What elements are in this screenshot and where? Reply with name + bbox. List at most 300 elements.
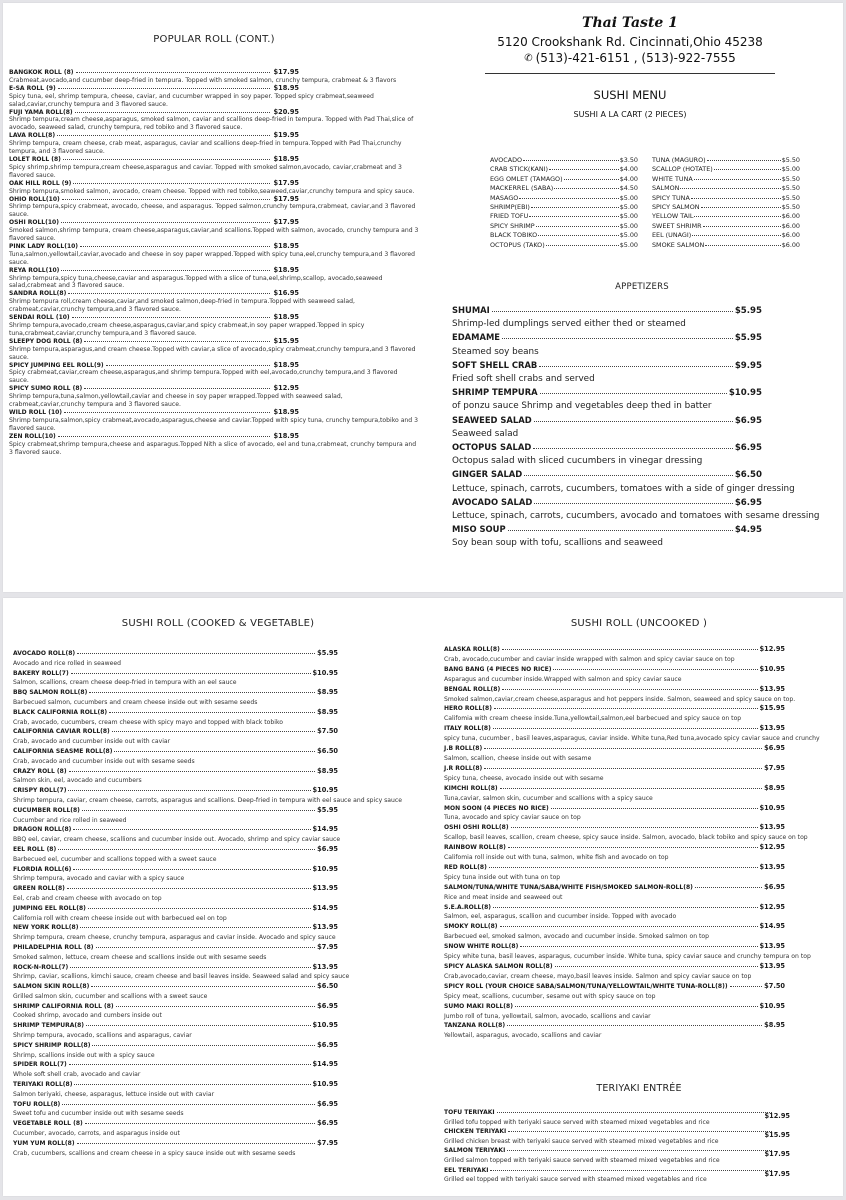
menu-item bbox=[13, 806, 423, 826]
dot-leader bbox=[106, 361, 270, 366]
item-name: MASAGO bbox=[490, 193, 519, 202]
menu-item bbox=[444, 843, 834, 863]
alacart-item bbox=[652, 212, 800, 221]
item-name: TERIYAKI ROLL(8) bbox=[13, 1081, 73, 1089]
item-description: Spicy tuna, cheese, avocado inside out with sesame bbox=[444, 774, 604, 782]
item-price: $12.95 bbox=[759, 843, 785, 852]
menu-item-header bbox=[9, 85, 299, 93]
dot-leader bbox=[524, 471, 733, 476]
item-description: Spicy tuna, eel, shrimp tempura, cheese, caviar, and cucumber wrapped in soy paper. Topped spicy crabmeat,seaweed salad,caviar,crunchy tempura and 3 flavored sauce. bbox=[9, 92, 374, 108]
alacart-item bbox=[490, 231, 638, 240]
menu-item bbox=[9, 409, 419, 433]
cooked-roll-section bbox=[13, 618, 423, 1158]
menu-item-header bbox=[444, 1021, 785, 1031]
item-name: SHRIMP CALIFORNIA ROLL (8) bbox=[13, 1002, 114, 1010]
item-name: MISO SOUP bbox=[452, 524, 506, 535]
item-price: $13.95 bbox=[759, 684, 785, 693]
item-price: $6.95 bbox=[764, 744, 785, 753]
item-price: $12.95 bbox=[273, 384, 299, 393]
item-price: $7.95 bbox=[317, 942, 338, 951]
item-name: FLORDIA ROLL(6) bbox=[13, 865, 72, 873]
teriyaki-list bbox=[444, 1108, 834, 1185]
dot-leader bbox=[112, 727, 315, 732]
menu-item-header bbox=[444, 863, 785, 873]
dot-leader bbox=[701, 203, 781, 208]
menu-item bbox=[13, 649, 423, 669]
item-name: TANZANA ROLL(8) bbox=[444, 1022, 506, 1030]
item-name: REYA ROLL(10) bbox=[9, 266, 60, 274]
menu-item bbox=[13, 786, 423, 806]
menu-item-header bbox=[444, 823, 785, 833]
item-description: Octopus salad with sliced cucumbers in vinegar dressing bbox=[452, 456, 703, 467]
menu-item bbox=[444, 942, 834, 962]
alacart-item bbox=[652, 203, 800, 212]
menu-item-header bbox=[13, 747, 338, 757]
item-description: Smoked salmon, lettuce, cream cheese and scallions inside out with sesame seeds bbox=[13, 953, 267, 961]
appetizers-list bbox=[452, 304, 832, 551]
alacart-item bbox=[652, 165, 800, 174]
menu-item-header bbox=[13, 865, 338, 875]
menu-item-header bbox=[13, 845, 338, 855]
item-description: Barbecued eel, cucumber and scallions topped with a sweet sauce bbox=[13, 855, 217, 863]
item-description: BBQ eel, caviar, cream cheese, scallions and cucumber inside out. Avocado, shrimp and spicy caviar sauce bbox=[13, 836, 341, 844]
menu-item bbox=[13, 669, 423, 689]
item-description: Crab, cucumbers, scallions and cream cheese in a spicy sauce inside out with sesame seeds bbox=[13, 1149, 296, 1157]
item-name: LAVA ROLL(8) bbox=[9, 132, 56, 140]
item-price: $15.95 bbox=[764, 1131, 790, 1140]
dot-leader bbox=[77, 1139, 316, 1144]
item-price: $8.95 bbox=[317, 688, 338, 697]
menu-item-header bbox=[9, 433, 299, 441]
popular-roll-list bbox=[9, 69, 419, 456]
menu-item bbox=[444, 685, 834, 705]
menu-item bbox=[444, 863, 834, 883]
item-name: AVOCADO ROLL(8) bbox=[13, 650, 76, 657]
alacart-right-column bbox=[652, 156, 800, 250]
menu-item bbox=[13, 1100, 423, 1120]
menu-item bbox=[444, 823, 834, 843]
section-title: APPETIZERS bbox=[615, 282, 669, 292]
item-name: PINK LADY ROLL(10) bbox=[9, 242, 79, 250]
menu-item bbox=[452, 386, 832, 413]
dot-leader bbox=[564, 175, 619, 180]
item-price: $6.50 bbox=[317, 982, 338, 991]
popular-roll-section bbox=[9, 34, 419, 456]
item-price: $7.95 bbox=[317, 1138, 338, 1147]
menu-item-header bbox=[452, 386, 762, 400]
item-price: $10.95 bbox=[312, 864, 338, 873]
menu-title: SUSHI MENU bbox=[593, 88, 667, 102]
item-description: spicy tuna, cucumber , basil leaves,asparagus, caviar inside. White tuna,Red tuna,avocado spicy caviar sauce and crunchy bbox=[444, 735, 820, 743]
phone-icon: ✆ bbox=[524, 52, 533, 64]
dot-leader bbox=[67, 884, 311, 889]
dot-leader bbox=[92, 1041, 315, 1046]
item-name: SMOKY ROLL(8) bbox=[444, 923, 498, 931]
item-name: BBQ SALMON ROLL(8) bbox=[13, 689, 88, 697]
dot-leader bbox=[73, 179, 269, 184]
item-name: SPIDER ROLL(7) bbox=[13, 1061, 67, 1069]
dot-leader bbox=[546, 241, 619, 246]
menu-item-header bbox=[13, 923, 338, 933]
item-description: Lettuce, spinach, carrots, cucumbers, tomatoes with a side of ginger dressing bbox=[452, 483, 795, 494]
menu-item bbox=[13, 982, 423, 1002]
item-price: $4.95 bbox=[734, 525, 762, 536]
dot-leader bbox=[507, 1021, 762, 1026]
alacart-item bbox=[490, 156, 638, 165]
item-description: Shrimp, caviar, scallions, kimchi sauce, cream cheese and basil leaves inside. Seaweed salad and spicy sauce bbox=[13, 973, 350, 981]
menu-item-header bbox=[13, 708, 338, 718]
item-name: TUNA (MAGURO) bbox=[652, 156, 706, 164]
item-name: CHICKEN TERIYAKI bbox=[444, 1128, 507, 1136]
item-name: RED ROLL(8) bbox=[444, 863, 487, 871]
menu-item bbox=[9, 243, 419, 267]
dot-leader bbox=[76, 68, 270, 73]
menu-item bbox=[444, 1146, 834, 1165]
item-name: ITALY ROLL(8) bbox=[444, 725, 491, 733]
dot-leader bbox=[691, 194, 781, 199]
section-title: SUSHI ROLL (COOKED & VEGETABLE) bbox=[121, 618, 315, 629]
item-price: $5.50 bbox=[781, 193, 800, 202]
dot-leader bbox=[80, 242, 270, 247]
dot-leader bbox=[80, 923, 310, 928]
dot-leader bbox=[493, 724, 758, 729]
item-name: NEW YORK ROLL(8) bbox=[13, 924, 79, 932]
item-description: Spicy crabmeat,shrimp tempura,cheese and asparagus.Topped Nith a slice of avocado, eel and tuna,crabmeat, crunchy tempura and 3 flavored sauce. bbox=[9, 440, 417, 456]
item-description: Shrimp tempura,tuna,salmon,yellowtail,caviar and cheese in soy paper wrapped.Topped with seaweed salad, crabmeat,caviar,crunchy tempura and 3 flavored sauce. bbox=[9, 393, 343, 409]
dot-leader bbox=[533, 444, 733, 449]
item-price: $4.00 bbox=[619, 174, 638, 183]
restaurant-address: 5120 Crookshank Rd. Cincinnati,Ohio 45238 bbox=[497, 35, 763, 49]
item-name: CRAZY ROLL (8) bbox=[13, 767, 67, 775]
menu-item bbox=[13, 845, 423, 865]
dot-leader bbox=[502, 334, 733, 339]
menu-item-header bbox=[444, 922, 785, 932]
item-description: Avocado and rice rolled in seaweed bbox=[13, 659, 121, 667]
item-description: Crab, avocado and cucumber inside out with caviar bbox=[13, 738, 171, 746]
item-description: Shrimp tempura,cream cheese,asparagus, smoked salmon, caviar and scallions deep-fried in tempura. Topped with Pad Thai,slice of avocado, seaweed salad, crunchy tempura, red tobiko and 3 flavored sauce. bbox=[9, 116, 414, 132]
menu-item bbox=[13, 1002, 423, 1022]
dot-leader bbox=[502, 645, 758, 650]
item-name: OSHI OSHI ROLL(8) bbox=[444, 824, 509, 832]
menu-item-header bbox=[13, 1100, 338, 1110]
item-name: SWEET SHRIMR bbox=[652, 221, 702, 230]
item-price: $10.95 bbox=[759, 664, 785, 673]
item-price: $13.95 bbox=[759, 862, 785, 871]
menu-item bbox=[9, 196, 419, 220]
item-price: $17.95 bbox=[764, 1150, 790, 1159]
menu-item bbox=[452, 331, 832, 358]
menu-item-header bbox=[13, 806, 338, 816]
item-price: $5.50 bbox=[781, 203, 800, 212]
menu-item bbox=[444, 982, 834, 1002]
item-name: KIMCHI ROLL(8) bbox=[444, 784, 498, 792]
menu-item-header bbox=[444, 1108, 790, 1120]
menu-item-header bbox=[9, 362, 299, 370]
menu-item-header bbox=[13, 982, 338, 992]
menu-item-header bbox=[13, 1021, 338, 1031]
item-name: E-SA ROLL (9) bbox=[9, 84, 56, 92]
item-name: SHUMAI bbox=[452, 305, 490, 315]
item-name: GREEN ROLL(8) bbox=[13, 885, 65, 893]
item-name: AVOCADO bbox=[490, 156, 523, 164]
menu-item-header bbox=[9, 314, 299, 322]
dot-leader bbox=[91, 982, 315, 987]
item-price: $13.95 bbox=[759, 823, 785, 832]
dot-leader bbox=[58, 84, 270, 89]
item-name: SHRIMP TEMPURA bbox=[452, 387, 538, 398]
dot-leader bbox=[497, 1108, 772, 1113]
item-name: OCTOPUS SALAD bbox=[452, 442, 532, 453]
section-title: POPULAR ROLL (CONT.) bbox=[153, 34, 275, 45]
item-price: $13.95 bbox=[759, 962, 785, 970]
item-price: $17.95 bbox=[273, 178, 299, 187]
dot-leader bbox=[520, 942, 757, 947]
item-description: Salmon, scallion, cheese inside out with sesame bbox=[444, 754, 592, 762]
item-description: Tuna,caviar, salmon skin, cucumber and scallions with a spicy sauce bbox=[444, 794, 653, 802]
dot-leader bbox=[507, 1146, 772, 1151]
item-description: Yellowtail, asparagus, avocado, scallions and caviar bbox=[444, 1032, 602, 1040]
dot-leader bbox=[68, 786, 310, 791]
item-name: ALASKA ROLL(8) bbox=[444, 646, 500, 653]
menu-item bbox=[9, 219, 419, 243]
dot-leader bbox=[500, 922, 758, 927]
section-title: TERIYAKI ENTRÉE bbox=[596, 1083, 682, 1094]
item-name: CRISPY ROLL(7) bbox=[13, 787, 67, 795]
item-price: $5.95 bbox=[734, 306, 762, 316]
alacart-title: SUSHI A LA CART (2 PIECES) bbox=[573, 110, 687, 119]
item-name: OSHI ROLL(10) bbox=[9, 219, 59, 227]
item-price: $14.95 bbox=[312, 825, 338, 834]
item-description: Smoked salmon,shrimp tempura, cream cheese,asparagus,caviar,and scallions.Topped with salmon, avocado, crunchy tempura and 3 flavored sauce. bbox=[9, 227, 419, 243]
item-description: Salmon, scallions, cream cheese deep-fried in tempura with an eel sauce bbox=[13, 679, 237, 687]
appetizers-section bbox=[452, 282, 832, 551]
item-price: $6.95 bbox=[317, 1001, 338, 1010]
item-name: EEL TERIYAKI bbox=[444, 1166, 489, 1174]
dot-leader bbox=[84, 384, 269, 389]
item-description: Grilled salmon topped with teriyaki sauce served with steamed mixed vegetables and rice bbox=[444, 1156, 720, 1164]
menu-item bbox=[13, 1119, 423, 1139]
item-description: Fried soft shell crabs and served bbox=[452, 374, 595, 385]
item-name: GINGER SALAD bbox=[452, 469, 523, 480]
item-description: Spicy white tuna, basil leaves, asparagus, cucumber inside. White tuna, spicy caviar sauce and crunchy tempura on top bbox=[444, 953, 811, 961]
dot-leader bbox=[494, 704, 758, 709]
dot-leader bbox=[534, 417, 733, 422]
dot-leader bbox=[730, 982, 763, 987]
menu-item bbox=[452, 359, 832, 386]
menu-item bbox=[452, 414, 832, 441]
item-name: YUM YUM ROLL(8) bbox=[13, 1139, 75, 1147]
item-price: $6.50 bbox=[317, 746, 338, 755]
item-price: $10.95 bbox=[312, 1080, 338, 1089]
dot-leader bbox=[61, 218, 270, 223]
item-description: Rice and meat inside and seaweed out bbox=[444, 893, 563, 901]
item-price: $3.50 bbox=[619, 156, 638, 164]
item-description: Barbecued salmon, cucumbers and cream cheese inside out with sesame seeds bbox=[13, 698, 258, 706]
menu-item-header bbox=[13, 904, 338, 914]
item-name: SPICY SHRIMP bbox=[490, 221, 535, 230]
menu-item bbox=[13, 747, 423, 767]
item-price: $18.95 bbox=[273, 407, 299, 416]
item-price: $15.95 bbox=[273, 336, 299, 345]
dot-leader bbox=[508, 526, 733, 531]
menu-item-header bbox=[13, 943, 338, 953]
menu-item bbox=[444, 1021, 834, 1041]
item-price: $18.95 bbox=[273, 360, 299, 369]
item-description: Crab, avocado,cucumber and caviar inside wrapped with salmon and spicy caviar sauce on top bbox=[444, 655, 735, 663]
item-price: $12.95 bbox=[764, 1112, 790, 1120]
dot-leader bbox=[88, 904, 311, 909]
menu-item-header bbox=[13, 1139, 338, 1149]
item-name: CALIFORNIA CAVIAR ROLL(8) bbox=[13, 728, 110, 736]
item-description: Cucumber and rice rolled in seaweed bbox=[13, 816, 127, 824]
item-price: $16.95 bbox=[273, 289, 299, 298]
menu-item bbox=[444, 724, 834, 744]
item-name: WILD ROLL (10) bbox=[9, 408, 63, 416]
dot-leader bbox=[515, 1002, 758, 1007]
dot-leader bbox=[82, 806, 315, 811]
dot-leader bbox=[534, 499, 733, 504]
item-description: Eel, crab and cream cheese with avocado on top bbox=[13, 894, 162, 902]
item-description: Barbecued eel, smoked salmon, avocado and cucumber inside. Smoked salmon on top bbox=[444, 933, 709, 941]
menu-item-header bbox=[9, 109, 299, 117]
dot-leader bbox=[531, 203, 619, 208]
menu-item-header bbox=[452, 468, 762, 482]
item-name: SPICY JUMPING EEL ROLL(9) bbox=[9, 361, 104, 369]
alacart-section bbox=[490, 156, 800, 250]
dot-leader bbox=[484, 764, 762, 769]
item-description: Whole soft shell crab, avocado and caviar bbox=[13, 1071, 141, 1079]
item-price: $20.95 bbox=[273, 107, 299, 116]
item-name: SEAWEED SALAD bbox=[452, 414, 532, 425]
item-price: $17.95 bbox=[273, 68, 299, 76]
menu-item bbox=[13, 884, 423, 904]
item-description: Steamed soy beans bbox=[452, 346, 539, 357]
menu-item bbox=[452, 523, 832, 550]
item-name: ROCK-N-ROLL(7) bbox=[13, 963, 69, 971]
phone-numbers[interactable]: (513)-421-6151 , (513)-922-7555 bbox=[535, 51, 736, 65]
item-name: TOFU TERIYAKI bbox=[444, 1109, 495, 1116]
menu-item-header bbox=[13, 669, 338, 679]
item-name: EDAMAME bbox=[452, 332, 501, 343]
item-description: Spicy shrimp,shrimp tempura,cream cheese,asparagus and caviar. Topped with smoked salmon,avocado, caviar,crabmeat and 3 flavored sauce. bbox=[9, 163, 402, 179]
menu-item bbox=[444, 764, 834, 784]
menu-item-header bbox=[9, 156, 299, 164]
dot-leader bbox=[86, 1021, 311, 1026]
item-name: SHRIMP TEMPURA(8) bbox=[13, 1022, 85, 1030]
dot-leader bbox=[529, 212, 618, 217]
item-price: $6.95 bbox=[764, 882, 785, 891]
alacart-item bbox=[652, 241, 800, 250]
item-name: J.B ROLL(8) bbox=[444, 745, 483, 753]
menu-item bbox=[13, 904, 423, 924]
dot-leader bbox=[68, 289, 269, 294]
item-price: $8.95 bbox=[764, 1021, 785, 1030]
menu-item bbox=[9, 290, 419, 314]
item-price: $10.95 bbox=[312, 1021, 338, 1030]
item-name: SALMON TERIYAKI bbox=[444, 1147, 506, 1155]
dot-leader bbox=[484, 744, 762, 749]
menu-item-header bbox=[9, 385, 299, 393]
item-description: of ponzu sauce Shrimp and vegetables deep thed in batter bbox=[452, 401, 712, 412]
item-description: Salmon teriyaki, cheese, asparagus, lettuce inside out with caviar bbox=[13, 1090, 215, 1098]
item-name: EEL (UNAGI) bbox=[652, 231, 692, 240]
item-description: Shrimp tempura,asparagus,and cream cheese.Topped with caviar,a slice of avocado,spicy crabmeat,crunchy tempura,and 3 flavored sauce. bbox=[9, 345, 416, 361]
item-description: Spicy tuna inside out with tuna on top bbox=[444, 873, 561, 881]
item-description: Shrimp tempura, avocado and caviar with a spicy sauce bbox=[13, 875, 185, 883]
item-price: $7.50 bbox=[317, 727, 338, 736]
dot-leader bbox=[540, 389, 727, 394]
alacart-left-column bbox=[490, 156, 638, 250]
item-description: Salmon skin, eel, avocado and cucumbers bbox=[13, 777, 142, 785]
dot-leader bbox=[84, 337, 269, 342]
item-price: $18.95 bbox=[273, 83, 299, 92]
uncooked-roll-section bbox=[444, 618, 834, 1041]
item-description: Grilled salmon skin, cucumber and scallions with a sweet sauce bbox=[13, 992, 208, 1000]
item-description: Shrimp tempura, caviar, cream cheese, carrots, asparagus and scallions. Deep-fried in tempura with eel sauce and spicy sauce bbox=[13, 796, 402, 804]
menu-item bbox=[13, 1060, 423, 1080]
dot-leader bbox=[58, 432, 270, 437]
menu-item-header bbox=[452, 331, 762, 345]
item-price: $5.00 bbox=[781, 165, 800, 174]
menu-item-header bbox=[444, 962, 785, 972]
menu-item-header bbox=[444, 764, 785, 774]
alacart-item bbox=[490, 175, 638, 184]
menu-item-header bbox=[452, 441, 762, 455]
menu-item-header bbox=[444, 645, 785, 655]
menu-item bbox=[444, 922, 834, 942]
item-name: SCALLOP (HOTATE) bbox=[652, 165, 713, 174]
item-description: Scallop, basil leaves, scallion, cream cheese, spicy sauce inside. Salmon, avocado, black tobiko and spicy sauce on top bbox=[444, 834, 808, 842]
menu-item-header bbox=[13, 1041, 338, 1051]
item-price: $6.50 bbox=[734, 470, 762, 481]
menu-item-header bbox=[13, 963, 338, 973]
menu-item bbox=[452, 496, 832, 523]
item-name: SALMON/TUNA/WHITE TUNA/SABA/WHITE FISH/SMOKED SALMON-ROLL(8) bbox=[444, 883, 693, 891]
item-name: OCTOPUS (TAKO) bbox=[490, 240, 545, 249]
item-price: $5.00 bbox=[619, 221, 638, 230]
cooked-roll-list bbox=[13, 649, 423, 1158]
item-name: BANG BANG (4 PIECES NO RICE) bbox=[444, 665, 552, 673]
menu-item-header bbox=[13, 649, 338, 659]
item-name: EGG OMLET (TAMAGO) bbox=[490, 174, 563, 183]
item-price: $18.95 bbox=[273, 265, 299, 274]
item-price: $6.95 bbox=[317, 844, 338, 853]
menu-item bbox=[13, 865, 423, 885]
menu-item bbox=[9, 338, 419, 362]
menu-item-header bbox=[13, 1080, 338, 1090]
item-name: FUJI YAMA ROLL(8) bbox=[9, 108, 73, 116]
item-name: SENDAI ROLL (10) bbox=[9, 314, 70, 322]
menu-item-header bbox=[444, 784, 785, 794]
menu-item bbox=[13, 923, 423, 943]
item-name: JUMPING EEL ROLL(8) bbox=[13, 904, 86, 912]
item-price: $10.95 bbox=[759, 1001, 785, 1010]
item-price: $6.00 bbox=[781, 240, 800, 249]
dot-leader bbox=[69, 1060, 311, 1065]
item-name: SPICY SUMO ROLL (8) bbox=[9, 385, 83, 393]
menu-item bbox=[444, 645, 834, 665]
item-description: Shrimp tempura,smoked salmon, avocado, cream cheese. Topped with red tobiko,seaweed,caviar,crunchy tempura and spicy sauce. bbox=[9, 187, 415, 195]
menu-item bbox=[444, 1108, 834, 1127]
dot-leader bbox=[490, 1166, 772, 1171]
menu-item-header bbox=[13, 727, 338, 737]
item-price: $5.95 bbox=[317, 649, 338, 657]
item-price: $14.95 bbox=[312, 903, 338, 912]
item-description: Grilled eel topped with teriyaki sauce served with steamed mixed vegetables and rice bbox=[444, 1176, 707, 1184]
menu-item bbox=[444, 1127, 834, 1146]
dot-leader bbox=[116, 1002, 315, 1007]
dot-leader bbox=[500, 784, 763, 789]
